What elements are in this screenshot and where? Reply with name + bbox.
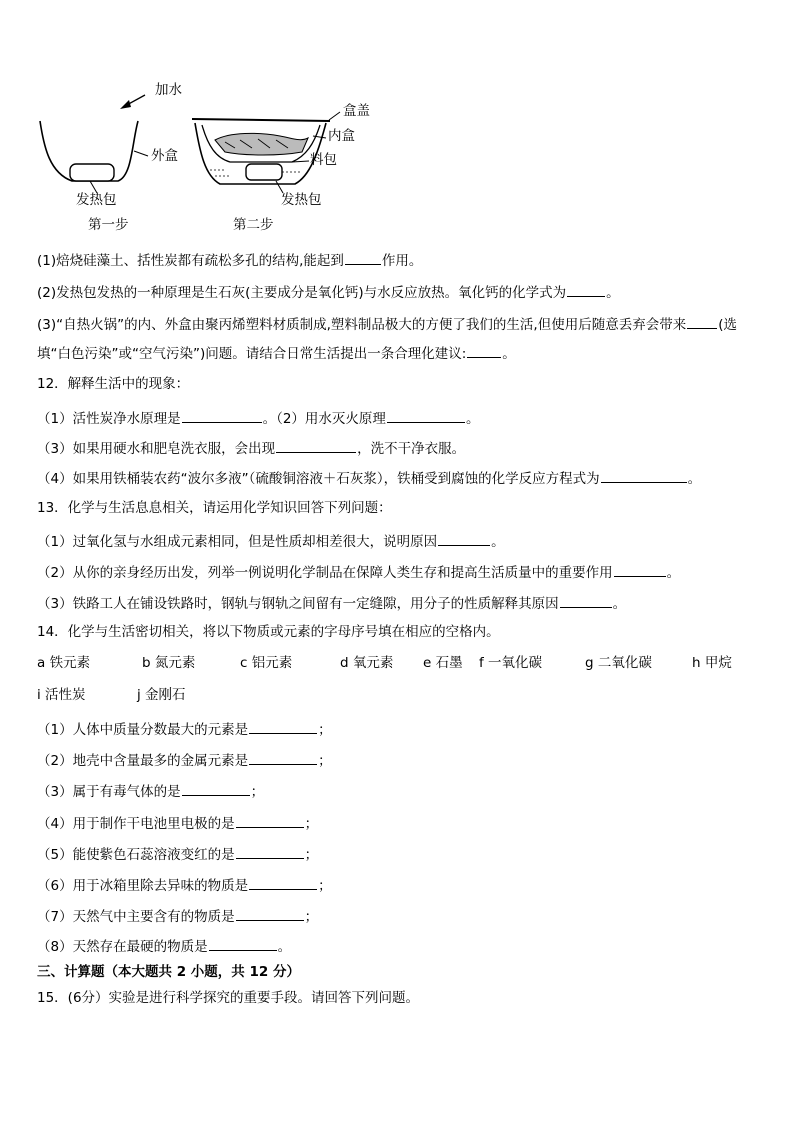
answer-blank[interactable]	[182, 783, 250, 796]
answer-blank[interactable]	[249, 752, 317, 765]
answer-blank[interactable]	[345, 252, 381, 265]
option-g: g 二氧化碳	[585, 655, 652, 671]
q12-item-4: （4）如果用铁桶装农药“波尔多液”（硫酸铜溶液＋石灰浆），铁桶受到腐蚀的化学反应方程式为 。	[37, 471, 702, 487]
option-d: d 氧元素	[340, 655, 394, 671]
q14-item: （3）属于有毒气体的是 ；	[37, 784, 265, 800]
q14-item: （5）能使紫色石蕊溶液变红的是 ；	[37, 847, 319, 863]
q14-item: （4）用于制作干电池里电极的是 ；	[37, 816, 319, 832]
option-j: j 金刚石	[137, 687, 186, 703]
q14-item: （7）天然气中主要含有的物质是 ；	[37, 909, 319, 925]
answer-blank[interactable]	[438, 533, 490, 546]
q15-text: 15．(6分）实验是进行科学探究的重要手段。请回答下列问题。	[37, 990, 420, 1006]
q13-title: 13．化学与生活息息相关，请运用化学知识回答下列问题：	[37, 500, 392, 516]
option-f: f 一氧化碳	[479, 655, 543, 671]
q12-item-1: （1）活性炭净水原理是 。（2）用水灭火原理 。	[37, 411, 480, 427]
q14-item: （6）用于冰箱里除去异味的物质是 ；	[37, 878, 332, 894]
q12-item-3: （3）如果用硬水和肥皂洗衣服，会出现 ，洗不干净衣服。	[37, 441, 466, 457]
label-lid: 盒盖	[343, 103, 370, 119]
label-add-water: 加水	[155, 82, 182, 98]
label-ingredient-pack: 料包	[310, 152, 337, 168]
answer-blank[interactable]	[687, 316, 717, 329]
hot-pot-figure	[30, 78, 390, 243]
q14-item: （8）天然存在最硬的物质是 。	[37, 939, 292, 955]
answer-blank[interactable]	[601, 470, 687, 483]
answer-blank[interactable]	[467, 345, 501, 358]
answer-blank[interactable]	[182, 410, 262, 423]
option-b: b 氮元素	[142, 655, 196, 671]
answer-blank[interactable]	[236, 846, 304, 859]
q11-item-3-cont: 填“白色污染”或“空气污染”)问题。请结合日常生活提出一条合理化建议: 。	[37, 346, 516, 362]
label-outer-box: 外盒	[151, 148, 178, 164]
option-c: c 铝元素	[240, 655, 293, 671]
q13-item-1: （1）过氧化氢与水组成元素相同，但是性质却相差很大，说明原因 。	[37, 534, 505, 550]
q13-item-3: （3）铁路工人在铺设铁路时，钢轨与钢轨之间留有一定缝隙，用分子的性质解释其原因 。	[37, 596, 627, 612]
answer-blank[interactable]	[567, 284, 605, 297]
label-heat-pack-1: 发热包	[76, 192, 117, 208]
option-e: e 石墨	[423, 655, 463, 671]
q11-item-2: (2)发热包发热的一种原理是生石灰(主要成分是氧化钙)与水反应放热。氧化钙的化学式为 。	[37, 285, 620, 301]
answer-blank[interactable]	[249, 877, 317, 890]
option-i: i 活性炭	[37, 687, 86, 703]
answer-blank[interactable]	[236, 908, 304, 921]
q12-title: 12．解释生活中的现象：	[37, 376, 190, 392]
label-heat-pack-2: 发热包	[281, 192, 322, 208]
q13-item-2: （2）从你的亲身经历出发，列举一例说明化学制品在保障人类生存和提高生活质量中的重要作用 。	[37, 565, 681, 581]
label-inner-box: 内盒	[328, 128, 355, 144]
answer-blank[interactable]	[276, 440, 356, 453]
q14-title: 14．化学与生活密切相关，将以下物质或元素的字母序号填在相应的空格内。	[37, 624, 500, 640]
label-step2: 第二步	[233, 217, 274, 233]
q11-item-1: (1)焙烧硅藻土、括性炭都有疏松多孔的结构,能起到 作用。	[37, 253, 423, 269]
q14-item: （1）人体中质量分数最大的元素是 ；	[37, 722, 332, 738]
answer-blank[interactable]	[209, 938, 277, 951]
answer-blank[interactable]	[236, 815, 304, 828]
answer-blank[interactable]	[249, 721, 317, 734]
answer-blank[interactable]	[387, 410, 465, 423]
answer-blank[interactable]	[614, 564, 666, 577]
q14-item: （2）地壳中含量最多的金属元素是 ；	[37, 753, 332, 769]
option-h: h 甲烷	[692, 655, 732, 671]
q11-item-3: (3)“自热火锅”的内、外盒由聚丙烯塑料材质制成,塑料制品极大的方便了我们的生活,但使用后随意丢弃会带来 (选	[37, 317, 737, 333]
section-title: 三、计算题（本大题共 2 小题，共 12 分）	[37, 964, 300, 980]
option-a: a 铁元素	[37, 655, 91, 671]
label-step1: 第一步	[88, 217, 129, 233]
answer-blank[interactable]	[560, 595, 612, 608]
